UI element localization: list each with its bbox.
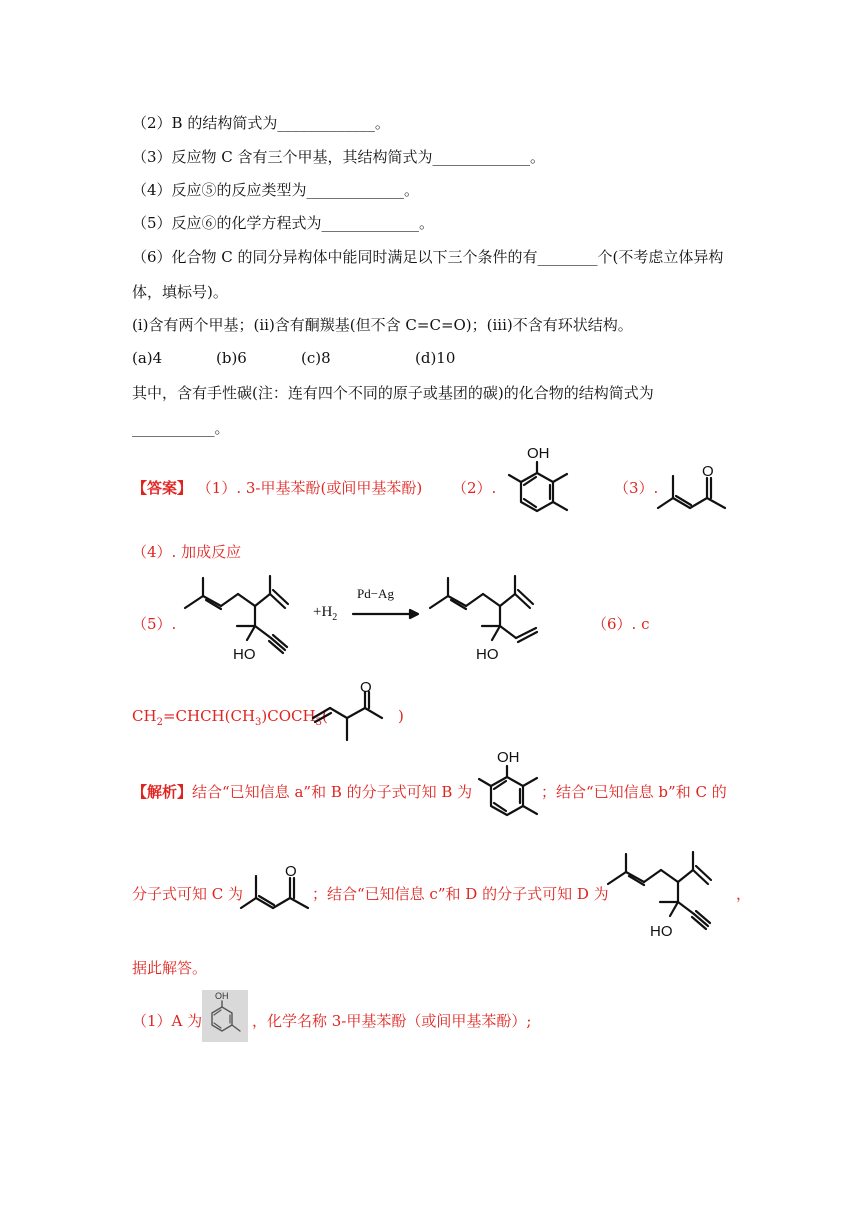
option-b: (b)6 [216, 349, 247, 367]
oh-label: OH [215, 991, 229, 1001]
answer-line [132, 478, 422, 498]
analysis-line2-end: ， [736, 885, 752, 903]
question-6-conditions: (i)含有两个甲基；(ii)含有酮羰基(但不含 C=C=O)；(iii)不含有环状结构。 [132, 316, 633, 334]
structure-b-analysis [465, 748, 545, 832]
analysis-tag: 【解析】 [132, 783, 193, 801]
oh-label: OH [497, 749, 520, 766]
structure-d-analysis [598, 844, 728, 944]
o-label: O [360, 679, 372, 696]
o-label: O [702, 463, 714, 480]
answer-3-label: （3）. [614, 479, 659, 497]
o-label: O [285, 863, 297, 880]
option-d: (d)10 [415, 349, 456, 367]
catalyst-label: Pd−Ag [357, 586, 394, 601]
structure-d-reactant [175, 568, 305, 668]
answer-5-label: （5）. [132, 615, 177, 633]
structure-chiral-ketone [310, 678, 400, 750]
question-3: （3）反应物 C 含有三个甲基，其结构简式为_____________。 [132, 148, 546, 166]
question-6-blank: ___________。 [132, 419, 230, 437]
answer-tag: 【答案】 [132, 479, 193, 497]
ho-label: HO [476, 646, 499, 663]
answer-4: （4）. 加成反应 [132, 543, 242, 561]
reagent-h2: $+H_2$ [313, 604, 338, 623]
question-6-line2: 体，填标号)。 [132, 283, 228, 301]
ho-label: HO [233, 646, 256, 663]
option-a: (a)4 [132, 349, 163, 367]
question-5: （5）反应⑥的化学方程式为_____________。 [132, 214, 435, 232]
question-2: （2）B 的结构简式为_____________。 [132, 114, 390, 132]
answer-2-label: （2）. [452, 479, 497, 497]
answer-6: （6）. c [592, 615, 650, 633]
analysis-line4-end: ，化学名称 3-甲基苯酚（或间甲基苯酚）; [252, 1012, 532, 1030]
formula-close: ) [398, 707, 404, 725]
question-6-line3: 其中，含有手性碳(注：连有四个不同的原子或基团的碳)的化合物的结构简式为 [132, 384, 654, 402]
analysis-line3: 据此解答。 [132, 959, 208, 977]
analysis-line2: 分子式可知 C 为 [132, 885, 244, 903]
question-6-line1: （6）化合物 C 的同分异构体中能同时满足以下三个条件的有________个(不考虑立体异构 [132, 248, 724, 266]
answer-6-formula: $CH_2=CHCH(CH_3)COCH_3$( [132, 707, 328, 728]
structure-product [420, 568, 550, 668]
structure-c-answer [655, 460, 735, 520]
oh-label: OH [527, 445, 550, 462]
ho-label: HO [650, 923, 673, 940]
structure-c-analysis [238, 860, 318, 920]
analysis-line4: （1）A 为 [132, 1012, 203, 1030]
structure-b-answer [495, 444, 575, 528]
analysis-line1-end: ；结合“已知信息 b”和 C 的 [541, 783, 727, 801]
analysis-line1: 【解析】结合“已知信息 a”和 B 的分子式可知 B 为 [132, 783, 473, 801]
analysis-line2-mid: ；结合“已知信息 c”和 D 的分子式可知 D 为 [312, 885, 609, 903]
structure-a-analysis [202, 990, 248, 1042]
option-c: (c)8 [301, 349, 331, 367]
answer-1: （1）. 3-甲基苯酚(或间甲基苯酚) [196, 479, 423, 497]
question-4: （4）反应⑤的反应类型为_____________。 [132, 181, 420, 199]
